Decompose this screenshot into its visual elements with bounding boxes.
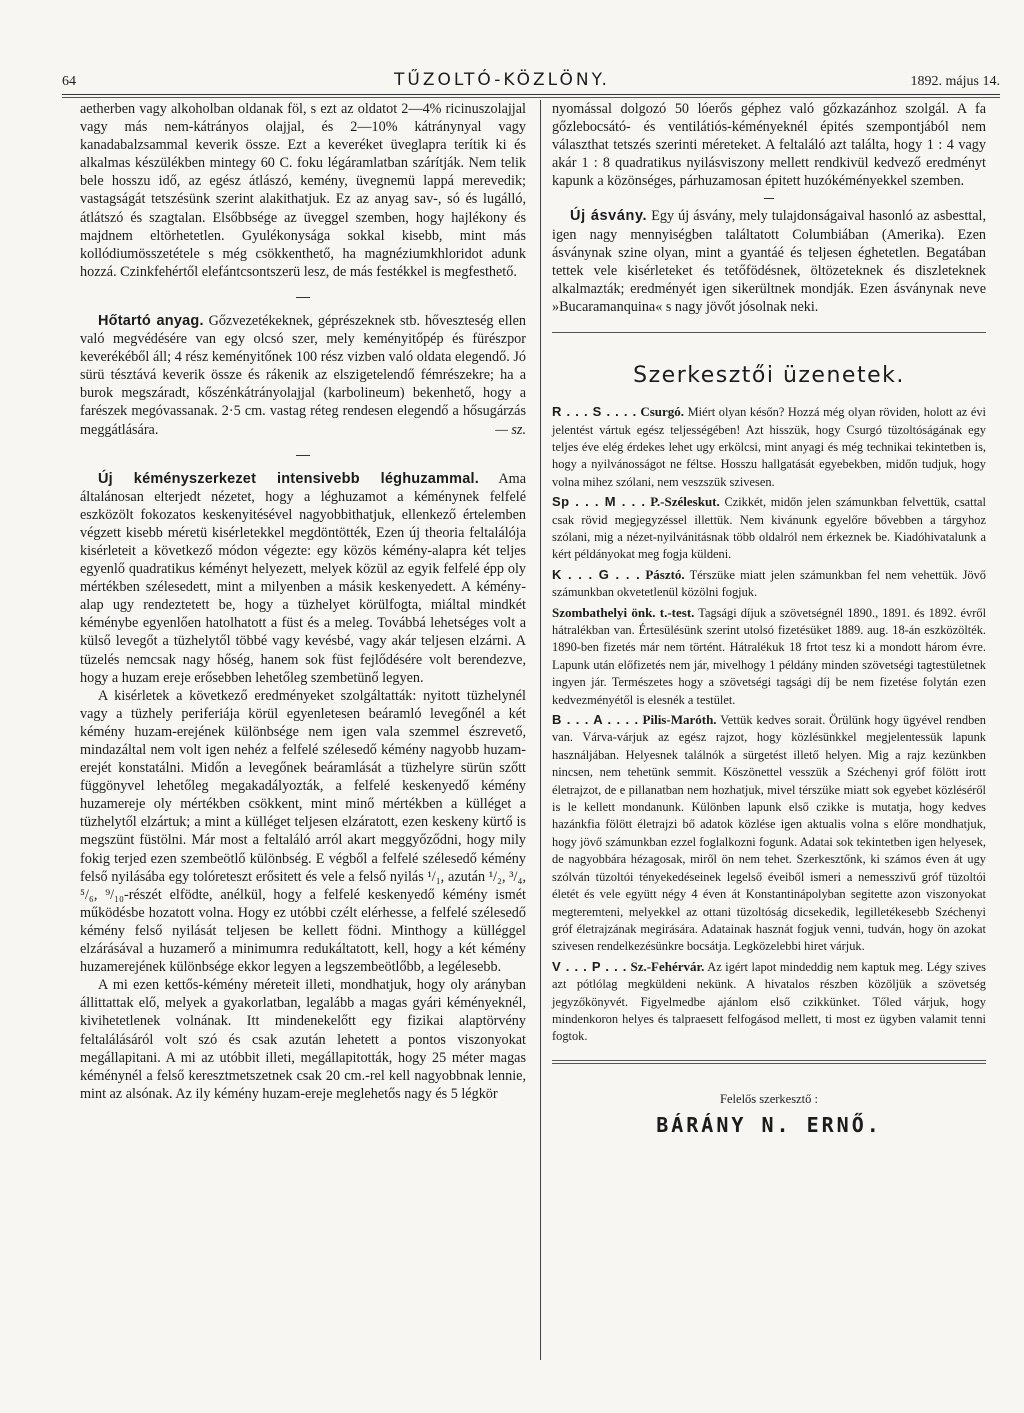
publication-title: TŰZOLTÓ-KÖZLÖNY. xyxy=(394,70,610,90)
article-chimney xyxy=(80,470,526,687)
notice-text: Az igért lapot mindeddig nem kaptuk meg. Légy szives azt pótlólag megküldeni nekünk. A hivatalos részben közöljük a szövetség jegyzőkönyvét. Figyelmedbe ajánlom első czikkünket. Tőled várjuk, hogy mindenkoron helyes és talpraesett felfogásod mellett, ti most ez ügyben valamit tenni fogtok. xyxy=(552,959,986,1044)
left-column xyxy=(80,100,526,1103)
article-new-mineral xyxy=(552,207,986,316)
notice-text: Tagsági díjuk a szövetségnél 1890., 1891. és 1892. évről hátralékban van. Értesülésünk szerint utolsó fizetésüket 1889. aug. 18-án eszközölték. 1890-ben fizetés már nem történt. Hátralékuk 18 frtot tesz ki a mondott három évre. Lapunk után előfizetés nem jár, mivelhogy 1 példány minden szövetségi tagtestületnek ingyen jár. Természetes hogy a szövetségi tagsági díj be nem fizetése folytán ezen kedvezményétől is elesnék a testület. xyxy=(552,605,987,707)
notice-place: Pásztó. xyxy=(645,566,685,582)
article-heat-insulation xyxy=(80,312,526,439)
issue-date: 1892. május 14. xyxy=(910,74,1000,89)
article-body: Gőzvezetékeknek, géprészeknek stb. hőveszteség ellen való megvédésére van egy olcsó szer, mely keményitőpép és fürészpor keverékéből áll; 4 rész keményitőnek 100 rész vizben való oldata elegendő. Jó sürü tésztává keverik össze és rákenik az elszigetelendő fémrészekre; ha a burok megszáradt, kőszénkátrányolajjal (karbolineum) bekenhető, hogy a farészek megóvassanak. 2·5 cm. vastag réteg rendesen elegendő a hősugárzás meggátlására. xyxy=(80,312,526,438)
separator xyxy=(296,297,310,298)
page-header xyxy=(62,70,1000,94)
right-column xyxy=(552,100,987,1137)
notice-place: Csurgó. xyxy=(640,404,685,420)
header-rule-secondary xyxy=(62,97,1000,98)
page-number: 64 xyxy=(62,74,76,89)
notice-place: Szombathelyi önk. t.-test. xyxy=(552,604,695,620)
notice-recipient: B . . . A . . . . xyxy=(552,712,639,728)
notice-item xyxy=(552,566,986,602)
header-rule xyxy=(62,94,1000,95)
separator xyxy=(764,198,774,199)
article-heading: Új ásvány. xyxy=(570,208,648,225)
notice-recipient: K . . . G . . . xyxy=(552,566,641,582)
article-paragraph: A kisérletek a következő eredményeket szolgáltatták: nyitott tüzhelynél vagy a tüzhely periferiája körül egyenletesen beáramló levegőnél a két kémény huzam-erejének különbsége nem igen vala szemmel észrevető, mindazáltal nem volt igen nehéz a felfelé szélesedő kémény nagyobb huzam-erejét konstatálni. Midőn a levegőnek beáramlását a tüzhelyre sürün szőtt függönyvel lehetőleg megakadályozták, a felfelé keskenyedő kémény huzamereje oly mértékben csökkent, mint minő mértékben a külléget a tüzhelytől elzártuk; a mint a külléget teljesen elzáratott, ezen keskeny kürtő is megszünt füstölni. Már most a feltaláló arról akart meggyőződni, hogy mily fokig terjed ezen szembeötlő különbség. E végből a felfelé szélesedő kémény felső nyilásába egy tolóreteszt erősitett és vele a felső nyilás ¹/₁, azután ¹/₂, ³/₄, ⁵/₆, ⁹/₁₀-részét elfödte, anélkül, hogy a felfelé keskenyedő kémény ismét működésbe hozatott volna. Hogy ez utóbbi czélt elérhesse, a felfelé szélesedő kémény felső nyilását teljesen be kellett födni. Minthogy a külléggel elzárásával a huzamerő a minimumra redukáltatott, kell, hogy a két kémény huzamerejének különbsége ekkor legyen a legszembeötlőbb, a legélesebb. xyxy=(80,687,526,976)
notice-text: Vettük kedves sorait. Örülünk hogy ügyével rendben van. Várva-várjuk az egész rajzot, hogy közlésünkkel megjelentessük lapunk használjában. Helyesnek találnók a sürgetést illető helyen. Mig a rajz kezünkben nincsen, nem tehetünk semmit. Köszönettel vesszük a Széchenyi gróf fölött irott életrajzot, de e pillanatban nem hozhatjuk, mivel térszüke miatt sok egyebet közléséről is le kellett mondanunk. Különben lapunk első czikke is mutatja, hogy kedves hazánkfia fölött életrajzi bő adatok közlése igen aktualis volna s előre mondhatjuk, hogy jövő számunkban ezzel foglalkozni fogunk. Adatai sok tekintetben igen helyesek, de nagyobbára hézagosak, miről ön nem tehet. Szerkesztőnk, ki számos éven át ugy szólván tüzoltói tényekedéseinek legelső éveiből ismeri a nemesszivű gróf tüzoltói életét és vele együtt négy 4 éven át Konstantinápolyban segitette azon viszonyokat megteremteni, melyekkel az ottani tüzoltóság dicsekedik, legilletékesebb Széchenyi gróf életrajzának megirására. Adatainak hasznát fogjuk venni, tudván, hogy ön azokat szivesen rendelkezésünkre bocsátja. Legközelebbi hiret várjuk. xyxy=(552,713,986,954)
article-signature: — sz. xyxy=(495,421,526,438)
notice-item xyxy=(552,604,986,709)
article-continuation-text: nyomással dolgozó 50 lóerős géphez való gőzkazánhoz szolgál. A fa gőzlebocsátó- és ventilátiós-kéményeknél épités szempontjából nem választhat tetszés szerinti méreteket. A feltaláló azt találta, hogy 1 : 4 vagy akár 1 : 8 quadratikus nyilásviszony mellett rendkivül kedvező eredményt kapunk a közönséges, párhuzamosan épitett huzókéményekkel szemben. xyxy=(552,101,986,190)
notice-text: Czikkét, midőn jelen számunkban felvettük, csattal csak rövid megjegyzéssel illettük. Nem kivánunk egyelőre bővebben a tárgyhoz szólani, mig a nézet-nyilvánitásnak több oldalról nem érkeznek be. Kiadóhivatalunk a kért példányokat meg fogja küldeni. xyxy=(552,495,986,562)
notice-item xyxy=(552,958,986,1046)
notice-place: Sz.-Fehérvár. xyxy=(630,958,705,974)
section-rule xyxy=(552,332,986,333)
editor-notices xyxy=(552,403,986,1046)
notice-item xyxy=(552,493,986,564)
article-body: Egy új ásvány, mely tulajdonságaival hasonló az asbesttal, igen nagy mennyiségben találtatott Columbiában (Amerika). Ezen ásványnak szine olyan, mint a gyantáé és teljesen éghetetlen. Begatában tettek vele kisérleteket és tetőfödésnek, öltözeteknek és diszleteknek alkalmazták; eredményét igen sikerültnek mondják. Ezen ásványnak neve »Bucaramanquina« s nagy jövőt jósolnak neki. xyxy=(552,208,986,315)
article-paragraph: A mi ezen kettős-kémény méreteit illeti, mondhatjuk, hogy oly arányban állittattak elő, melyek a gyakorlatban, legalább a magas gyári kéményeknél, kivihetetlenek volnának. Itt mindenekelőtt egy fizikai alaptörvény feltalálásáról volt szó és csak azután lehetett a pontos viszonyokat megállapitani. A mi az utóbbit illeti, megállapitották, hogy 25 méter magas kéménynél a felső keresztmetszetnek csak 20 cm.-rel kell nagyobbnak lennie, mint az alsónak. Az ily kémény huzam-ereje meglehetős nagy és 5 légkör xyxy=(80,977,526,1102)
footer-rule xyxy=(552,1060,986,1064)
notice-item xyxy=(552,403,986,491)
notice-text: Miért olyan későn? Hozzá még olyan röviden, holott az évi jelentést vártuk egész teljességében! Azt hisszük, hogy Csurgó tüzoltóságának egy teljes éve elég érdekes lehet ugy erkölcsi, mint anyagi és még technikai tekintetben is, hogy a nyilvánosságot ne féltse. Hosszu hallgatását egyebekben, midőn tudjuk, hogy volna mihez szólani, nem veszszük szivesen. xyxy=(552,405,986,489)
notice-item xyxy=(552,711,986,956)
article-continuation-text: aetherben vagy alkoholban oldanak föl, s ezt az oldatot 2—4% ricinuszolajjal vagy más nem-kátrányos olajjal, és 2—10% kátránynyal vagy kanadabalzsammal keverik össze. Ezt a keveréket üveglapra terítik ki és alkalmas készülékben mintegy 60 C. foku légáramlatban szárítják. Nem telik bele hosszu idő, az egész átlászó, kemény, üvegnemü lappá merevedik; vastagságát tetszésünk szerint alakithatjuk. Ez az anyag sav-, só és lugálló, átlátszó és szagtalan. Elsőbbsége az üveggel szemben, hogy hajlékony és majdnem eltörhetetlen. Gyulékonysága sokkal kisebb, mint más kollódiumösszetétele s még csökkenthető, ha magnéziumkhloridot adunk hozzá. Czinkfehértől elefántcsontszerü lesz, de más festékkel is megfesthető. xyxy=(80,101,526,280)
separator xyxy=(296,455,310,456)
notice-recipient: R . . . S . . . . xyxy=(552,404,637,420)
article-heading: Új kéményszerkezet intensivebb léghuzammal. xyxy=(98,470,479,487)
notice-recipient: V . . . P . . . xyxy=(552,958,627,974)
notice-text: Térszüke miatt jelen számunkban fel nem vehettük. Jövő számunkban okvetetlenül közölni fogjuk. xyxy=(552,567,986,600)
section-title: Szerkesztői üzenetek. xyxy=(633,363,905,389)
article-heading: Hőtartó anyag. xyxy=(98,312,204,329)
notice-place: P.-Széleskut. xyxy=(650,494,720,510)
notice-recipient: Sp . . . M . . . xyxy=(552,494,646,510)
responsible-editor-name: BÁRÁNY N. ERNŐ. xyxy=(656,1112,882,1137)
notice-place: Pilis-Maróth. xyxy=(642,712,717,728)
article-body: Ama általánosan elterjedt nézetet, hogy a léghuzamot a kéménynek felfelé eszközölt fokozatos keskenyitésével nagyobbithatjuk, ellenkező értelemben végzett kisebb méretü kisérletekkel megdöntötték, Ezen új theoria feltalálója kisérleteit a következő módon végezte: egy közös kémény-alapra két teljes egyenlő quadratikus kéményt helyezett, melyek közül az egyik felfelé épp oly mértékben szélesedett, mint a milyenben a másik keskenyedett. A kémény-alap ugy rendeztetett be, hogy a tüzhelyet körülfogta, miáltal mindkét kéménybe egyenlően hatolhatott a füst és a meleg. Továbbá lehetséges volt a külső levegőt a tüzhelytől többé vagy kevésbé, vagy akár teljesen elzárni. A tüzelés nemcsak nagy hőség, hanem sok füst fejlődésére volt berendezve, hogy a huzam ereje erősebben lehetőleg szembetünő legyen. xyxy=(80,470,526,686)
responsible-editor-label: Felelős szerkesztő : xyxy=(720,1091,818,1106)
column-divider xyxy=(540,100,541,1360)
